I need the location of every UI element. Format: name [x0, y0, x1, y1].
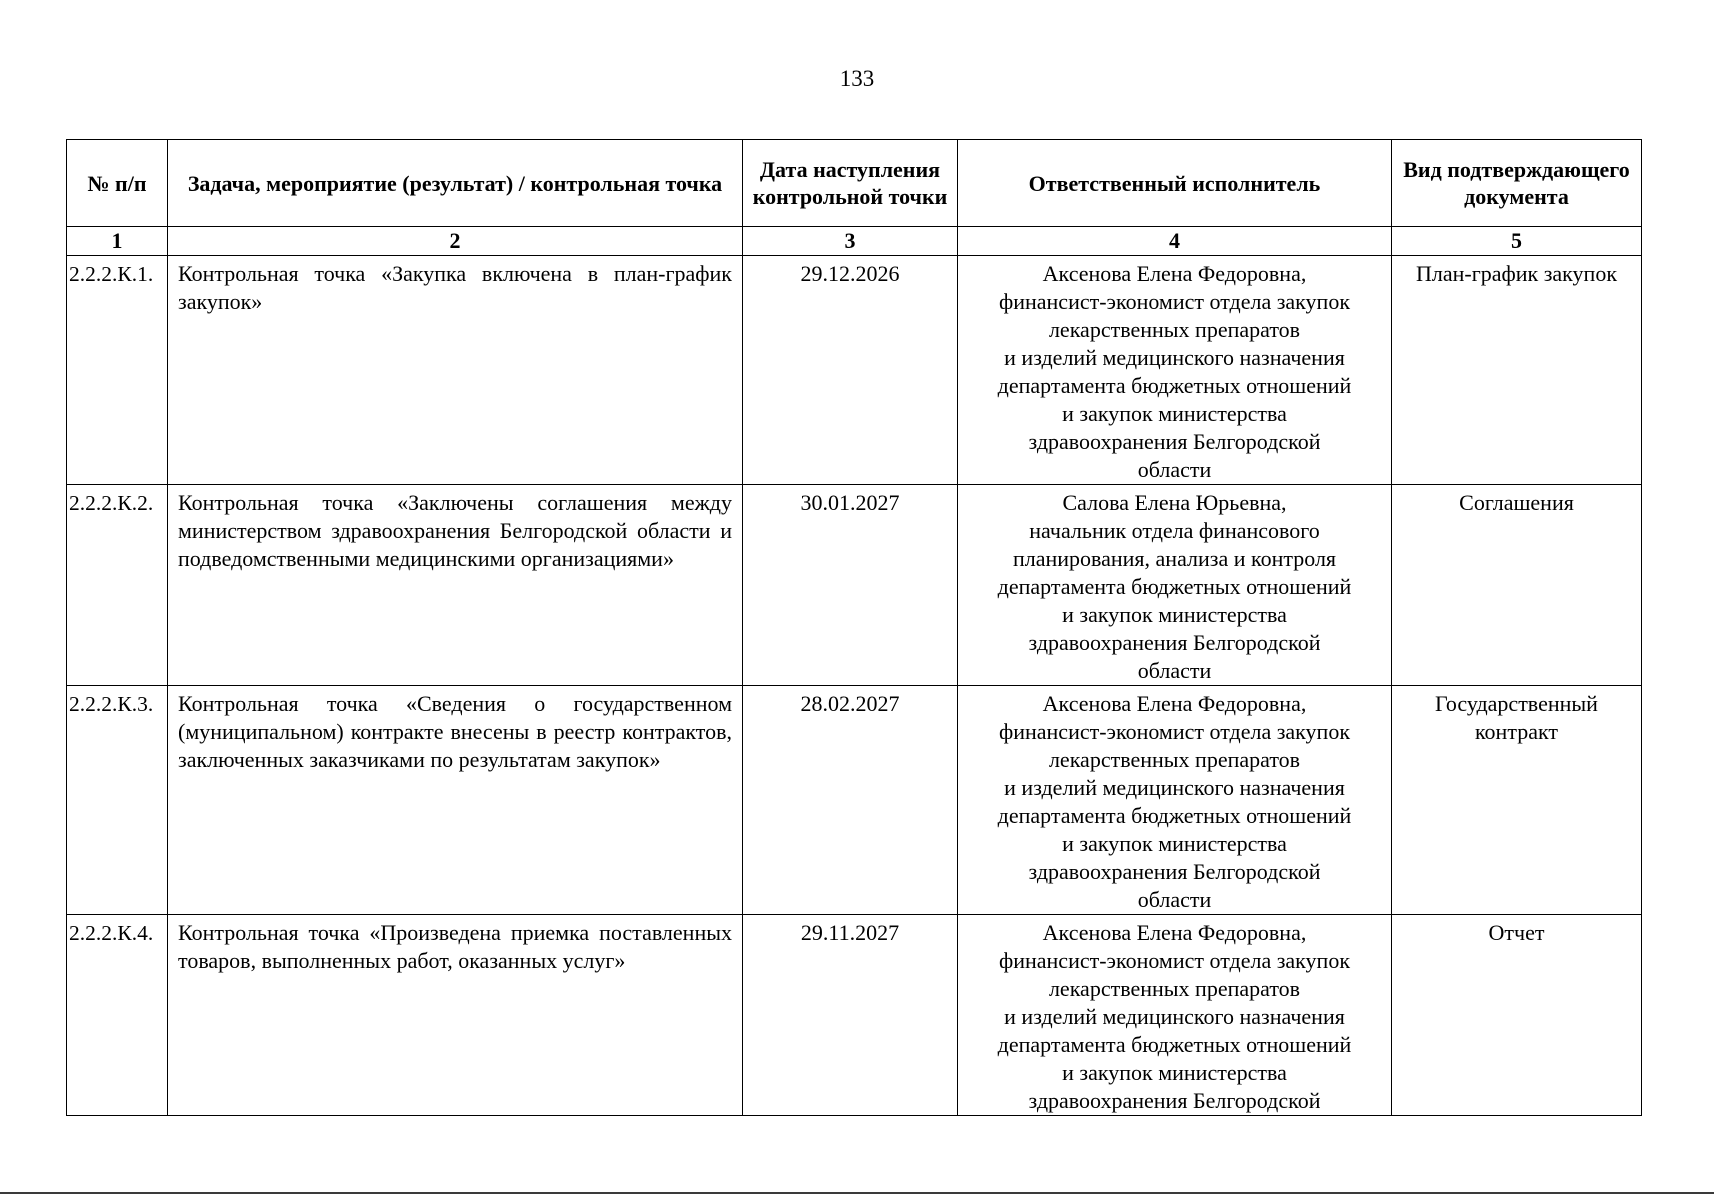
executor-line: и закупок министерства — [1062, 1060, 1287, 1085]
executor-line: и изделий медицинского назначения — [1004, 1004, 1345, 1029]
executor-line: департамента бюджетных отношений — [997, 574, 1352, 599]
executor-line: здравоохранения Белгородской — [1028, 630, 1321, 655]
column-number: 3 — [743, 227, 958, 256]
header-executor: Ответственный исполнитель — [958, 140, 1392, 227]
column-number: 4 — [958, 227, 1392, 256]
table-row — [67, 915, 1642, 1116]
table-row — [67, 256, 1642, 485]
row-document-type: Соглашения — [1392, 485, 1642, 686]
column-number: 2 — [168, 227, 743, 256]
executor-line: департамента бюджетных отношений — [997, 803, 1352, 828]
executor-line: финансист-экономист отдела закупок — [998, 289, 1351, 314]
executor-line: лекарственных препаратов — [1048, 976, 1301, 1001]
row-date: 28.02.2027 — [743, 686, 958, 915]
executor-line: департамента бюджетных отношений — [997, 1032, 1352, 1057]
executor-line: финансист-экономист отдела закупок — [998, 719, 1351, 744]
row-number: 2.2.2.К.1. — [67, 256, 168, 485]
executor-line: начальник отдела финансового — [1029, 518, 1320, 543]
executor-line: и закупок министерства — [1062, 602, 1287, 627]
row-date: 30.01.2027 — [743, 485, 958, 686]
executor-line: здравоохранения Белгородской — [1028, 1088, 1321, 1113]
row-document-type: Отчет — [1392, 915, 1642, 1116]
row-document-type: План-график закупок — [1392, 256, 1642, 485]
executor-line: департамента бюджетных отношений — [997, 373, 1352, 398]
executor-line: Аксенова Елена Федоровна, — [1042, 691, 1307, 716]
row-date: 29.12.2026 — [743, 256, 958, 485]
table-row — [67, 686, 1642, 915]
scan-edge-line — [0, 1192, 1714, 1194]
page-number: 133 — [839, 66, 875, 91]
header-document: Вид подтверждающего документа — [1392, 140, 1642, 227]
header-number: № п/п — [67, 140, 168, 227]
row-task: Контрольная точка «Заключены соглашения между министерством здравоохранения Белгородской области и подведомственными медицинскими организациями» — [168, 485, 743, 686]
header-task: Задача, мероприятие (результат) / контрольная точка — [168, 140, 743, 227]
executor-line: области — [1137, 887, 1212, 912]
column-number-row — [67, 227, 1642, 256]
executor-line: и изделий медицинского назначения — [1004, 345, 1345, 370]
executor-line: и закупок министерства — [1062, 401, 1287, 426]
row-executor — [958, 256, 1392, 485]
executor-line: планирования, анализа и контроля — [1012, 546, 1337, 571]
row-executor — [958, 686, 1392, 915]
header-row — [67, 140, 1642, 227]
executor-line: и закупок министерства — [1062, 831, 1287, 856]
row-task: Контрольная точка «Закупка включена в план-график закупок» — [168, 256, 743, 485]
column-number: 1 — [67, 227, 168, 256]
executor-line: лекарственных препаратов — [1048, 317, 1301, 342]
executor-line: здравоохранения Белгородской — [1028, 429, 1321, 454]
row-executor — [958, 485, 1392, 686]
row-executor — [958, 915, 1392, 1116]
table-row — [67, 485, 1642, 686]
row-number: 2.2.2.К.4. — [67, 915, 168, 1116]
executor-line: финансист-экономист отдела закупок — [998, 948, 1351, 973]
row-task: Контрольная точка «Сведения о государственном (муниципальном) контракте внесены в реестр контрактов, заключенных заказчиками по результатам закупок» — [168, 686, 743, 915]
executor-line: здравоохранения Белгородской — [1028, 859, 1321, 884]
row-number: 2.2.2.К.2. — [67, 485, 168, 686]
executor-line: Аксенова Елена Федоровна, — [1042, 920, 1307, 945]
row-date: 29.11.2027 — [743, 915, 958, 1116]
header-date: Дата наступления контрольной точки — [743, 140, 958, 227]
executor-line: области — [1137, 457, 1212, 482]
column-number: 5 — [1392, 227, 1642, 256]
executor-line: Аксенова Елена Федоровна, — [1042, 261, 1307, 286]
executor-line: и изделий медицинского назначения — [1004, 775, 1345, 800]
executor-line: области — [1137, 658, 1212, 683]
row-number: 2.2.2.К.3. — [67, 686, 168, 915]
executor-line: лекарственных препаратов — [1048, 747, 1301, 772]
row-document-type: Государственный контракт — [1392, 686, 1642, 915]
row-task: Контрольная точка «Произведена приемка поставленных товаров, выполненных работ, оказанных услуг» — [168, 915, 743, 1116]
executor-line: Салова Елена Юрьевна, — [1062, 490, 1287, 515]
control-points-table — [66, 139, 1642, 1116]
